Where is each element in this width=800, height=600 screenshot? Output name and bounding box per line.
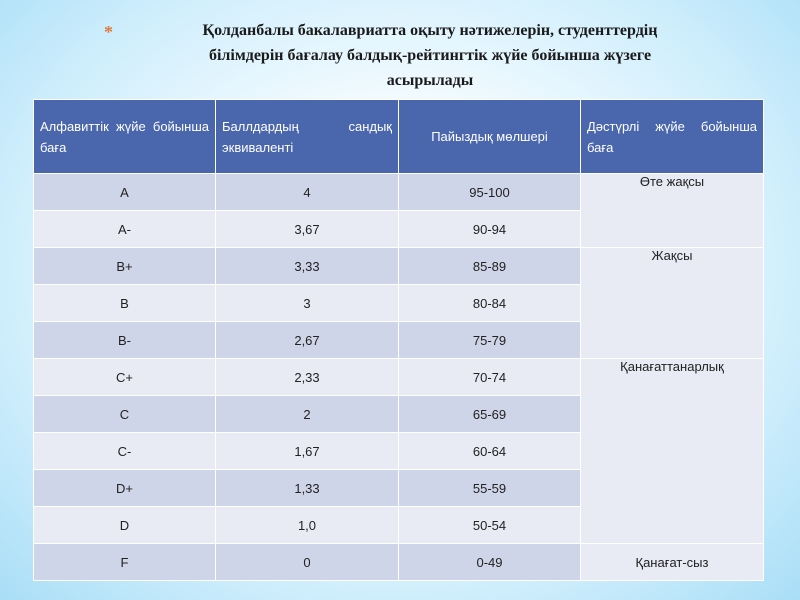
cell-points: 4 bbox=[216, 174, 399, 211]
cell-points: 3,33 bbox=[216, 248, 399, 285]
table-header-row bbox=[34, 100, 764, 174]
cell-percent: 50-54 bbox=[399, 507, 581, 544]
cell-letter: D bbox=[34, 507, 216, 544]
cell-percent: 90-94 bbox=[399, 211, 581, 248]
slide-title bbox=[100, 18, 760, 93]
cell-percent: 70-74 bbox=[399, 359, 581, 396]
cell-points: 2 bbox=[216, 396, 399, 433]
cell-letter: B- bbox=[34, 322, 216, 359]
table-row bbox=[34, 248, 764, 285]
table-row bbox=[34, 174, 764, 211]
cell-percent: 55-59 bbox=[399, 470, 581, 507]
cell-letter: C bbox=[34, 396, 216, 433]
cell-percent: 80-84 bbox=[399, 285, 581, 322]
cell-letter: B bbox=[34, 285, 216, 322]
grading-table bbox=[33, 99, 764, 581]
cell-letter: C- bbox=[34, 433, 216, 470]
cell-percent: 60-64 bbox=[399, 433, 581, 470]
cell-points: 2,67 bbox=[216, 322, 399, 359]
cell-traditional-excellent: Өте жақсы bbox=[581, 174, 764, 248]
header-points: Баллдардың сандық эквиваленті bbox=[216, 100, 399, 174]
cell-points: 0 bbox=[216, 544, 399, 581]
table-row bbox=[34, 544, 764, 581]
cell-letter: F bbox=[34, 544, 216, 581]
table-row bbox=[34, 359, 764, 396]
title-line-2: білімдерін бағалау балдық-рейтингтік жүйе бойынша жүзеге bbox=[208, 47, 652, 64]
header-percent: Пайыздық мөлшері bbox=[399, 100, 581, 174]
cell-points: 2,33 bbox=[216, 359, 399, 396]
cell-letter: B+ bbox=[34, 248, 216, 285]
cell-points: 3 bbox=[216, 285, 399, 322]
cell-points: 1,0 bbox=[216, 507, 399, 544]
cell-percent: 95-100 bbox=[399, 174, 581, 211]
cell-traditional-unsatisfactory: Қанағат-сыз bbox=[581, 544, 764, 581]
cell-letter: A- bbox=[34, 211, 216, 248]
cell-points: 1,33 bbox=[216, 470, 399, 507]
cell-traditional-good: Жақсы bbox=[581, 248, 764, 359]
cell-letter: A bbox=[34, 174, 216, 211]
header-letter-grade: Алфавиттік жүйе бойынша баға bbox=[34, 100, 216, 174]
cell-percent: 85-89 bbox=[399, 248, 581, 285]
title-line-1: Қолданбалы бакалавриатта оқыту нәтижелерін, студенттердің bbox=[202, 22, 658, 39]
cell-letter: C+ bbox=[34, 359, 216, 396]
cell-percent: 65-69 bbox=[399, 396, 581, 433]
cell-traditional-satisfactory: Қанағаттанарлық bbox=[581, 359, 764, 544]
cell-points: 3,67 bbox=[216, 211, 399, 248]
cell-letter: D+ bbox=[34, 470, 216, 507]
cell-points: 1,67 bbox=[216, 433, 399, 470]
title-line-3: асырылады bbox=[386, 72, 474, 89]
cell-percent: 75-79 bbox=[399, 322, 581, 359]
cell-percent: 0-49 bbox=[399, 544, 581, 581]
bullet-icon: * bbox=[104, 22, 113, 42]
header-traditional: Дәстүрлі жүйе бойынша баға bbox=[581, 100, 764, 174]
